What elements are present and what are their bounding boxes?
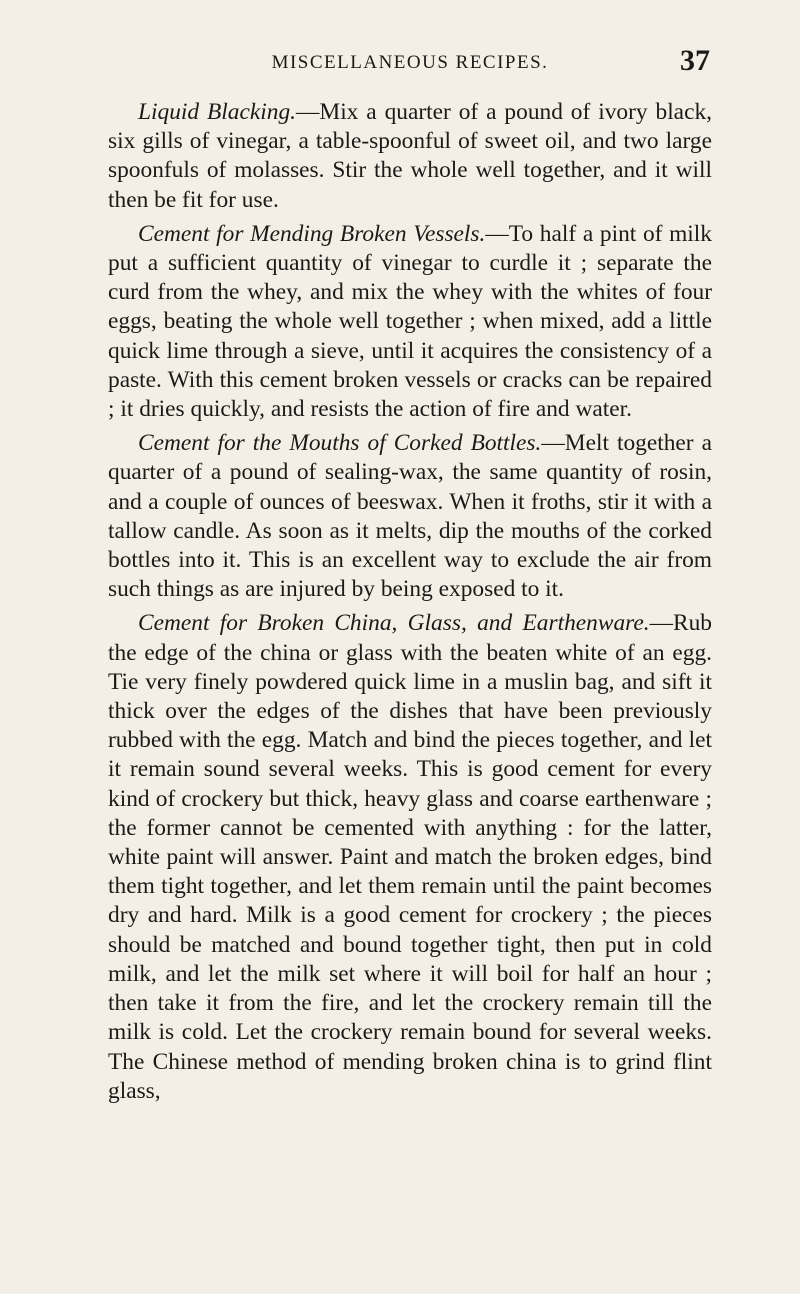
recipe-body: —To half a pint of milk put a sufficient quantity of vinegar to curdle it ; separate the curd from the whey, and mix the whey with the whites of four eggs, beating the whole well together ; when mixed, add a little quick lime through a sieve, until it acquires the consistency of a paste. With this cement broken vessels or cracks can be repaired ; it dries quickly, and resists the action of fire and water. xyxy=(108,220,712,423)
recipe-title: Cement for the Mouths of Corked Bottles. xyxy=(138,430,542,457)
recipe-title: Liquid Blacking. xyxy=(138,99,296,125)
recipe-body: —Mix a quarter of a pound of ivory black, six gills of vinegar, a table-spoonful of sweet oil, and two large spoonfuls of molasses. Stir the whole well together, and it will then be fit for use. xyxy=(108,99,712,213)
recipe-cement-corked-bottles xyxy=(108,429,712,604)
recipe-title: Cement for Mending Broken Vessels. xyxy=(138,220,486,247)
running-header xyxy=(110,44,710,84)
recipe-cement-broken-vessels xyxy=(108,220,712,424)
page-number: 37 xyxy=(680,44,710,77)
recipe-title: Cement for Broken China, Glass, and Earthenware. xyxy=(138,610,650,637)
recipe-liquid-blacking xyxy=(108,98,712,215)
page-header-title: MISCELLANEOUS RECIPES. xyxy=(271,52,549,73)
recipe-body: —Melt together a quarter of a pound of sealing-wax, the same quantity of rosin, and a couple of ounces of beeswax. When it froths, stir it with a tallow candle. As soon as it melts, dip the mouths of the corked bottles into it. This is an excellent way to exclude the air from such things as are injured by being exposed to it. xyxy=(108,430,712,603)
recipe-cement-china-glass-earthenware xyxy=(108,609,712,1105)
recipe-body: —Rub the edge of the china or glass with the beaten white of an egg. Tie very finely powdered quick lime in a muslin bag, and sift it thick over the edges of the dishes that have been previously rubbed with the egg. Match and bind the pieces together, and let it remain sound several weeks. This is good cement for every kind of crockery but thick, heavy glass and coarse earthenware ; the former cannot be cemented with anything : for the latter, white paint will answer. Paint and match the broken edges, bind them tight together, and let them remain until the paint becomes dry and hard. Milk is a good cement for crockery ; the pieces should be matched and bound together tight, then put in cold milk, and let the milk set where it will boil for half an hour ; then take it from the fire, and let the crockery remain till the milk is cold. Let the crockery remain bound for several weeks. The Chinese method of mending broken china is to grind flint glass, xyxy=(108,610,712,1104)
page-content xyxy=(108,98,712,1111)
